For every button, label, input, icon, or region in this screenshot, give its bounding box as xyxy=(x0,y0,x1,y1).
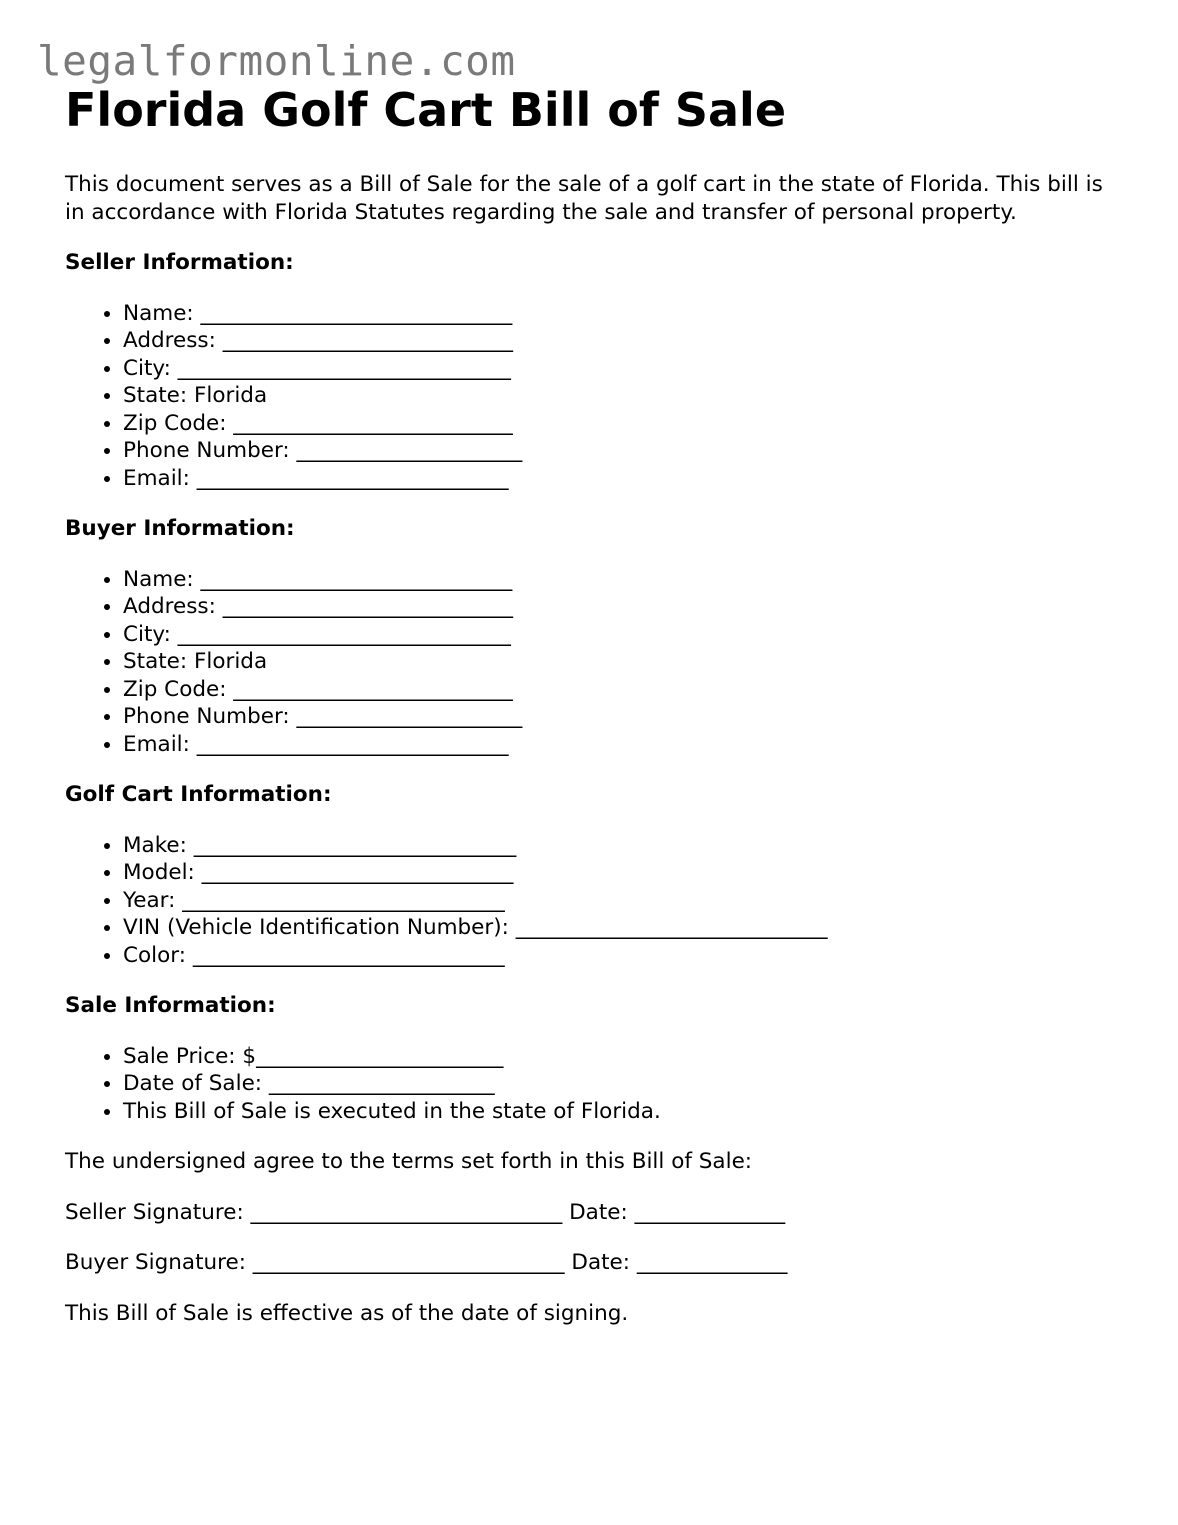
sale-state-statement: • This Bill of Sale is executed in the state of Florida. xyxy=(123,1098,1125,1126)
cart-list xyxy=(65,832,1125,970)
intro-paragraph: This document serves as a Bill of Sale for the sale of a golf cart in the state of Florida. This bill is in accordance with Florida Statutes regarding the sale and transfer of personal property. xyxy=(65,172,1103,225)
sale-date-field[interactable]: • Date of Sale: _____________________ xyxy=(123,1070,1125,1098)
effective-statement: This Bill of Sale is effective as of the date of signing. xyxy=(65,1300,629,1326)
cart-vin-field[interactable]: • VIN (Vehicle Identification Number): _____________________________ xyxy=(123,914,1125,942)
buyer-heading: Buyer Information: xyxy=(65,516,295,541)
seller-name-field[interactable]: • Name: _____________________________ xyxy=(123,300,1125,328)
cart-year-field[interactable]: • Year: ______________________________ xyxy=(123,887,1125,915)
buyer-signature-line[interactable]: Buyer Signature: _____________________________ Date: ______________ xyxy=(65,1250,788,1275)
agreement-text: The undersigned agree to the terms set forth in this Bill of Sale: xyxy=(65,1149,753,1174)
buyer-city-field[interactable]: • City: _______________________________ xyxy=(123,621,1125,649)
cart-make-field[interactable]: • Make: ______________________________ xyxy=(123,832,1125,860)
cart-model-field[interactable]: • Model: _____________________________ xyxy=(123,859,1125,887)
buyer-zip-field[interactable]: • Zip Code: __________________________ xyxy=(123,676,1125,704)
buyer-email-field[interactable]: • Email: _____________________________ xyxy=(123,731,1125,759)
seller-city-field[interactable]: • City: _______________________________ xyxy=(123,355,1125,383)
seller-address-field[interactable]: • Address: ___________________________ xyxy=(123,327,1125,355)
document-body xyxy=(65,82,1125,1327)
seller-phone-field[interactable]: • Phone Number: _____________________ xyxy=(123,437,1125,465)
page-title: Florida Golf Cart Bill of Sale xyxy=(65,83,787,137)
seller-heading: Seller Information: xyxy=(65,250,294,275)
seller-list xyxy=(65,300,1125,493)
watermark: legalformonline.com xyxy=(37,37,516,85)
seller-signature-line[interactable]: Seller Signature: _____________________________ Date: ______________ xyxy=(65,1199,786,1225)
sale-list xyxy=(65,1043,1125,1126)
seller-state: • State: Florida xyxy=(123,382,1125,410)
cart-color-field[interactable]: • Color: _____________________________ xyxy=(123,942,1125,970)
buyer-list xyxy=(65,566,1125,759)
buyer-address-field[interactable]: • Address: ___________________________ xyxy=(123,593,1125,621)
sale-heading: Sale Information: xyxy=(65,993,276,1018)
buyer-state: • State: Florida xyxy=(123,648,1125,676)
buyer-name-field[interactable]: • Name: _____________________________ xyxy=(123,566,1125,594)
sale-price-field[interactable]: • Sale Price: $_______________________ xyxy=(123,1043,1125,1071)
buyer-phone-field[interactable]: • Phone Number: _____________________ xyxy=(123,703,1125,731)
cart-heading: Golf Cart Information: xyxy=(65,782,332,807)
seller-email-field[interactable]: • Email: _____________________________ xyxy=(123,465,1125,493)
seller-zip-field[interactable]: • Zip Code: __________________________ xyxy=(123,410,1125,438)
